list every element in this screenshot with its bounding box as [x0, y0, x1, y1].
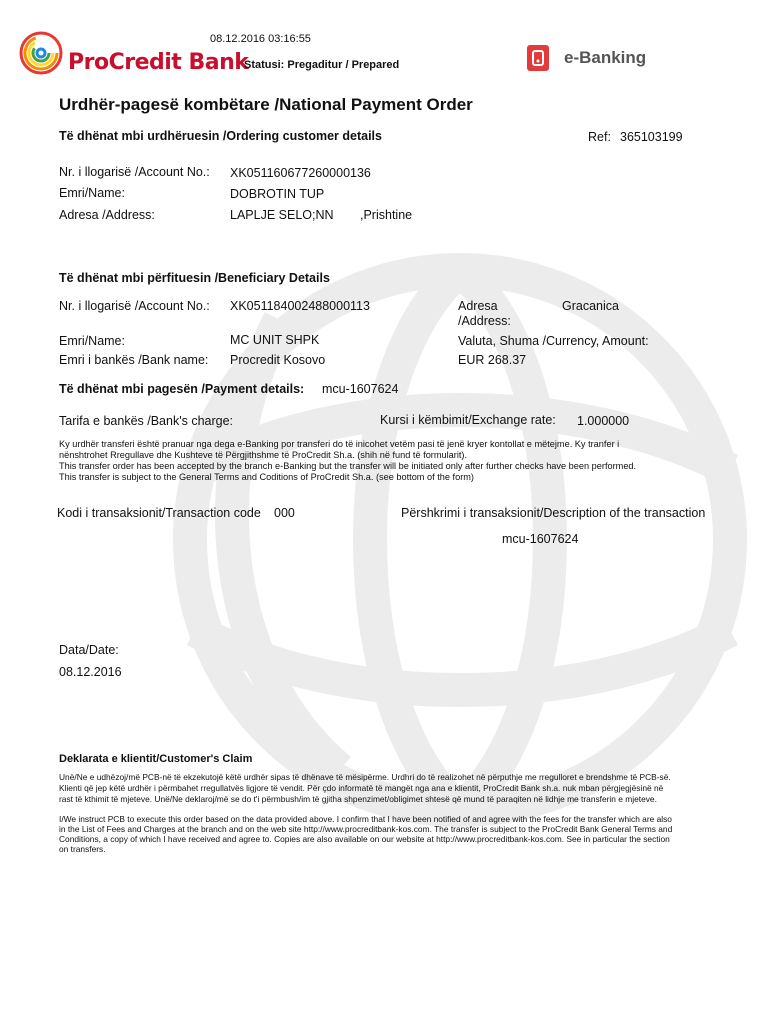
bank-charge-label: Tarifa e bankës /Bank's charge: [59, 414, 234, 428]
ebanking-label: e-Banking [564, 48, 647, 67]
procredit-logo-icon [18, 30, 64, 76]
ordering-account-value: XK051160677260000136 [230, 166, 371, 180]
transaction-description-label: Përshkrimi i transaksionit/Description of the transaction [401, 506, 706, 520]
transaction-code-label: Kodi i transaksionit/Transaction code [57, 506, 261, 520]
ordering-heading: Të dhënat mbi urdhëruesin /Ordering customer details [59, 129, 382, 143]
claim-sq-line-1: Unë/Ne e udhëzoj/më PCB-në të ekzekutojë këtë urdhër sipas të dhënave të mësipërme. Urdhri do të realizohet në përputhje me rregulloret e brendshme të PCB-së. [59, 772, 671, 782]
beneficiary-bank-value: Procredit Kosovo [230, 353, 326, 367]
beneficiary-name-value: MC UNIT SHPK [230, 333, 320, 347]
date-value: 08.12.2016 [59, 665, 122, 679]
transaction-code-value: 000 [274, 506, 295, 520]
notice-line-2: nënshtrohet Rregullave dhe Kushteve të Përgjithshme të ProCredit Sh.a. (shih në fund të formularit). [59, 450, 468, 460]
ordering-name-value: DOBROTIN TUP [230, 187, 325, 201]
ordering-account-label: Nr. i llogarisë /Account No.: [59, 165, 210, 179]
payment-details-value: mcu-1607624 [322, 382, 399, 396]
ordering-name-label: Emri/Name: [59, 186, 125, 200]
bank-name-logo: ProCredit Bank [68, 50, 249, 75]
notice-line-4: This transfer is subject to the General Terms and Coditions of ProCredit Sh.a. (see bottom of the form) [59, 472, 474, 482]
beneficiary-name-label: Emri/Name: [59, 334, 125, 348]
claim-sq-line-3: rast të kthimit të mjeteve. Unë/Ne deklaroj/më se do t'i përmbush/im të gjitha shpenzimet/obligimet shtesë që mund të paraqiten në lidhje me transferin e mjeteve. [59, 794, 657, 804]
beneficiary-address-label-1: Adresa [458, 299, 498, 313]
payment-heading: Të dhënat mbi pagesën /Payment details: [59, 382, 305, 396]
notice-line-1: Ky urdhër transferi është pranuar nga dega e-Banking por transferi do të inicohet vetëm pasi të jenë kryer kontollat e mëtejme. Ky tranfer i [59, 439, 620, 449]
ref-label: Ref: [588, 130, 611, 144]
exchange-rate-label: Kursi i këmbimit/Exchange rate: [380, 413, 556, 427]
claim-sq-line-2: Klienti që jep këtë urdhër i përmbahet rregullatvës ligjore të vendit. Për çdo informatë të mangët nga ana e klientit, ProCredit Bank sh.a. nuk mban përgjegjësinë në [59, 783, 664, 793]
claim-en-line-3: Conditions, a copy of which I have received and agree to. Copies are also available on our website at http://www.procreditbank-kos.com. See in particular the section [59, 834, 670, 844]
page-title: Urdhër-pagesë kombëtare /National Payment Order [59, 95, 473, 114]
beneficiary-bank-label: Emri i bankës /Bank name: [59, 353, 209, 367]
status-text: Statusi: Pregaditur / Prepared [244, 59, 400, 71]
ordering-address-city: ,Prishtine [360, 208, 413, 222]
ordering-address-value: LAPLJE SELO;NN [230, 208, 334, 222]
beneficiary-address-value: Gracanica [562, 299, 619, 313]
notice-line-3: This transfer order has been accepted by the branch e-Banking but the transfer will be initiated only after further checks have been performed. [59, 461, 637, 471]
claim-en-line-2: in the List of Fees and Charges at the branch and on the web site http://www.procreditbank-kos.com. The transfer is subject to the ProCredit Bank General Terms and [59, 824, 673, 834]
ref-value: 365103199 [620, 130, 683, 144]
print-timestamp: 08.12.2016 03:16:55 [210, 33, 311, 45]
date-label: Data/Date: [59, 643, 119, 657]
beneficiary-account-label: Nr. i llogarisë /Account No.: [59, 299, 210, 313]
claim-en-line-1: I/We instruct PCB to execute this order based on the data provided above. I confirm that I have been notified of and agree with the fees for the transfer which are also [59, 814, 672, 824]
amount-label: Valuta, Shuma /Currency, Amount: [458, 334, 649, 348]
beneficiary-address-label-2: /Address: [458, 314, 511, 328]
claim-heading: Deklarata e klientit/Customer's Claim [59, 753, 253, 765]
amount-value: EUR 268.37 [458, 353, 527, 367]
beneficiary-heading: Të dhënat mbi përfituesin /Beneficiary Details [59, 271, 330, 285]
beneficiary-account-value: XK051184002488000113 [230, 299, 370, 313]
ordering-address-label: Adresa /Address: [59, 208, 155, 222]
transaction-description-value: mcu-1607624 [502, 532, 579, 546]
exchange-rate-value: 1.000000 [577, 414, 630, 428]
ebanking-logo-icon [527, 45, 549, 71]
claim-en-line-4: on transfers. [59, 844, 106, 854]
